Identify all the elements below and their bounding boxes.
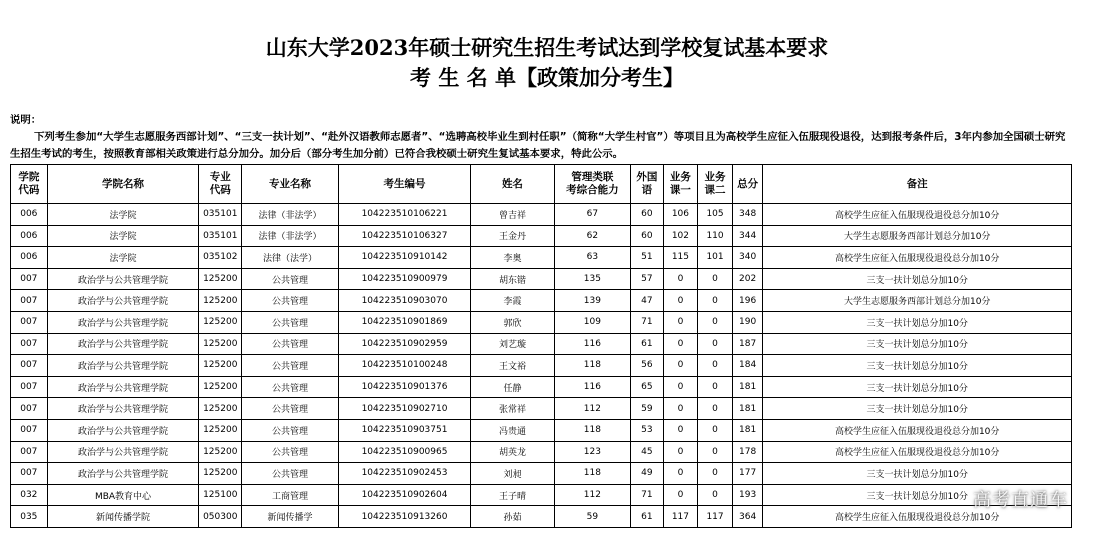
col-mgmt-score-cell: 112 <box>554 398 630 420</box>
col-major-name-cell: 法律（法学） <box>242 247 339 269</box>
col-subject-1-cell: 106 <box>663 204 698 226</box>
col-college-code-cell: 007 <box>11 290 48 312</box>
col-major-code-cell: 125200 <box>199 311 242 333</box>
col-college-name-cell: 法学院 <box>47 247 199 269</box>
col-subject-2-cell: 0 <box>698 333 733 355</box>
col-name-cell: 王文裕 <box>471 355 554 377</box>
table-body <box>11 204 1072 528</box>
col-subject-2-cell: 110 <box>698 225 733 247</box>
col-major-code-cell: 125200 <box>199 441 242 463</box>
col-foreign-language-cell: 60 <box>631 225 664 247</box>
col-candidate-id-cell: 104223510901869 <box>338 311 470 333</box>
col-candidate-id-cell: 104223510903070 <box>338 290 470 312</box>
col-major-code-cell: 125200 <box>199 290 242 312</box>
col-subject-2-cell: 0 <box>698 311 733 333</box>
col-remarks-cell: 大学生志愿服务西部计划总分加10分 <box>763 290 1072 312</box>
col-major-name-cell: 公共管理 <box>242 463 339 485</box>
col-total-cell: 177 <box>732 463 763 485</box>
notes-text: 下列考生参加“大学生志愿服务西部计划”、“三支一扶计划”、“赴外汉语教师志愿者”、“选聘高校毕业生到村任职”（简称“大学生村官”）等项目且为高校学生应征入伍服现役退役，达到报考条件后，3年内参加全国硕士研究生招生考试的考生，按照教育部相关政策进行总分加分。加分后（部分考生加分前）已符合我校硕士研究生复试基本要求，特此公示。 <box>10 131 1066 160</box>
col-total-cell: 181 <box>732 419 763 441</box>
col-total-cell: 193 <box>732 484 763 506</box>
col-college-name-cell: 政治学与公共管理学院 <box>47 290 199 312</box>
table-row <box>11 290 1072 312</box>
col-mgmt-score-cell: 59 <box>554 506 630 528</box>
col-subject-1-cell: 0 <box>663 333 698 355</box>
col-mgmt-score-cell: 62 <box>554 225 630 247</box>
table-row <box>11 484 1072 506</box>
col-subject-1-cell: 0 <box>663 484 698 506</box>
col-subject-2-cell: 105 <box>698 204 733 226</box>
col-subject-2-cell: 0 <box>698 290 733 312</box>
col-major-name-cell: 新闻传播学 <box>242 506 339 528</box>
col-college-name-cell: 政治学与公共管理学院 <box>47 268 199 290</box>
col-name-cell: 刘昶 <box>471 463 554 485</box>
col-remarks-cell: 高校学生应征入伍服现役退役总分加10分 <box>763 506 1072 528</box>
col-college-code-cell: 007 <box>11 355 48 377</box>
col-subject-1-cell: 102 <box>663 225 698 247</box>
col-college-name-cell: 政治学与公共管理学院 <box>47 463 199 485</box>
col-total-cell: 184 <box>732 355 763 377</box>
col-major-name-cell: 公共管理 <box>242 355 339 377</box>
col-total-cell: 364 <box>732 506 763 528</box>
col-major-name-cell: 公共管理 <box>242 311 339 333</box>
page-subtitle: 考 生 名 单【政策加分考生】 <box>410 65 684 90</box>
col-subject-1-cell: 0 <box>663 311 698 333</box>
col-major-name-cell: 法律（非法学） <box>242 204 339 226</box>
col-candidate-id-cell: 104223510900979 <box>338 268 470 290</box>
col-mgmt-score-cell: 139 <box>554 290 630 312</box>
col-college-code-cell: 032 <box>11 484 48 506</box>
col-subject-2-cell: 0 <box>698 484 733 506</box>
table-row <box>11 419 1072 441</box>
col-college-name-cell: 政治学与公共管理学院 <box>47 333 199 355</box>
col-name-cell: 张常祥 <box>471 398 554 420</box>
col-candidate-id-cell: 104223510902604 <box>338 484 470 506</box>
col-major-code-cell: 125100 <box>199 484 242 506</box>
col-subject-1-cell: 117 <box>663 506 698 528</box>
col-mgmt-score-cell: 118 <box>554 463 630 485</box>
col-foreign-language-cell: 61 <box>631 333 664 355</box>
col-name-cell: 李奥 <box>471 247 554 269</box>
col-major-code-cell: 035101 <box>199 204 242 226</box>
col-total-cell: 181 <box>732 376 763 398</box>
table-row <box>11 333 1072 355</box>
col-candidate-id-cell: 104223510901376 <box>338 376 470 398</box>
col-remarks-cell: 大学生志愿服务西部计划总分加10分 <box>763 225 1072 247</box>
col-subject-1-cell: 0 <box>663 398 698 420</box>
col-candidate-id-cell: 104223510913260 <box>338 506 470 528</box>
col-foreign-language-cell: 47 <box>631 290 664 312</box>
col-candidate-id-cell: 104223510902959 <box>338 333 470 355</box>
col-name-cell: 李霞 <box>471 290 554 312</box>
table-row <box>11 268 1072 290</box>
table-header-row <box>11 165 1072 204</box>
col-college-name-cell: MBA教育中心 <box>47 484 199 506</box>
col-foreign-language-cell: 60 <box>631 204 664 226</box>
col-foreign-language-cell: 56 <box>631 355 664 377</box>
col-subject-2-header: 业务 课二 <box>698 165 733 204</box>
col-mgmt-score-cell: 112 <box>554 484 630 506</box>
col-major-code-cell: 125200 <box>199 398 242 420</box>
col-major-name-cell: 公共管理 <box>242 441 339 463</box>
col-remarks-cell: 三支一扶计划总分加10分 <box>763 484 1072 506</box>
col-college-code-cell: 006 <box>11 247 48 269</box>
col-name-cell: 胡英龙 <box>471 441 554 463</box>
col-remarks-cell: 三支一扶计划总分加10分 <box>763 463 1072 485</box>
col-major-name-cell: 工商管理 <box>242 484 339 506</box>
col-mgmt-score-cell: 135 <box>554 268 630 290</box>
col-college-name-cell: 政治学与公共管理学院 <box>47 376 199 398</box>
col-college-name-cell: 法学院 <box>47 225 199 247</box>
col-total-cell: 340 <box>732 247 763 269</box>
col-remarks-cell: 高校学生应征入伍服现役退役总分加10分 <box>763 204 1072 226</box>
col-mgmt-score-cell: 109 <box>554 311 630 333</box>
col-mgmt-score-cell: 118 <box>554 355 630 377</box>
col-college-name-cell: 政治学与公共管理学院 <box>47 398 199 420</box>
col-subject-2-cell: 0 <box>698 419 733 441</box>
col-subject-1-cell: 0 <box>663 376 698 398</box>
col-remarks-cell: 三支一扶计划总分加10分 <box>763 333 1072 355</box>
col-college-code-cell: 006 <box>11 225 48 247</box>
col-remarks-header: 备注 <box>763 165 1072 204</box>
col-college-code-cell: 007 <box>11 398 48 420</box>
col-foreign-language-cell: 51 <box>631 247 664 269</box>
col-subject-2-cell: 101 <box>698 247 733 269</box>
col-subject-1-cell: 0 <box>663 268 698 290</box>
col-name-cell: 任静 <box>471 376 554 398</box>
col-college-code-cell: 007 <box>11 333 48 355</box>
table-row <box>11 204 1072 226</box>
col-total-header: 总分 <box>732 165 763 204</box>
col-total-cell: 196 <box>732 290 763 312</box>
col-major-code-header: 专业 代码 <box>199 165 242 204</box>
col-candidate-id-cell: 104223510100248 <box>338 355 470 377</box>
table-row <box>11 225 1072 247</box>
col-subject-1-header: 业务 课一 <box>663 165 698 204</box>
col-subject-1-cell: 0 <box>663 441 698 463</box>
col-major-name-header: 专业名称 <box>242 165 339 204</box>
col-major-code-cell: 125200 <box>199 333 242 355</box>
col-mgmt-score-cell: 63 <box>554 247 630 269</box>
col-total-cell: 202 <box>732 268 763 290</box>
col-major-code-cell: 050300 <box>199 506 242 528</box>
col-name-cell: 曾吉祥 <box>471 204 554 226</box>
col-remarks-cell: 三支一扶计划总分加10分 <box>763 311 1072 333</box>
col-candidate-id-cell: 104223510106221 <box>338 204 470 226</box>
col-mgmt-score-header: 管理类联 考综合能力 <box>554 165 630 204</box>
col-college-code-cell: 007 <box>11 268 48 290</box>
col-college-code-header: 学院 代码 <box>11 165 48 204</box>
col-total-cell: 181 <box>732 398 763 420</box>
col-major-code-cell: 035101 <box>199 225 242 247</box>
col-college-code-cell: 007 <box>11 441 48 463</box>
col-college-code-cell: 006 <box>11 204 48 226</box>
table-row <box>11 441 1072 463</box>
col-total-cell: 190 <box>732 311 763 333</box>
col-foreign-language-cell: 57 <box>631 268 664 290</box>
col-college-code-cell: 007 <box>11 463 48 485</box>
table-row <box>11 355 1072 377</box>
col-remarks-cell: 三支一扶计划总分加10分 <box>763 398 1072 420</box>
col-mgmt-score-cell: 123 <box>554 441 630 463</box>
col-candidate-id-cell: 104223510900965 <box>338 441 470 463</box>
col-mgmt-score-cell: 118 <box>554 419 630 441</box>
col-candidate-id-cell: 104223510902453 <box>338 463 470 485</box>
notes-label: 说明： <box>10 114 42 126</box>
col-college-code-cell: 035 <box>11 506 48 528</box>
col-major-code-cell: 125200 <box>199 376 242 398</box>
table-row <box>11 463 1072 485</box>
col-major-name-cell: 公共管理 <box>242 268 339 290</box>
col-foreign-language-cell: 65 <box>631 376 664 398</box>
col-college-name-cell: 政治学与公共管理学院 <box>47 355 199 377</box>
col-total-cell: 178 <box>732 441 763 463</box>
col-subject-1-cell: 115 <box>663 247 698 269</box>
col-subject-2-cell: 117 <box>698 506 733 528</box>
col-name-cell: 孙茹 <box>471 506 554 528</box>
col-college-name-cell: 政治学与公共管理学院 <box>47 419 199 441</box>
col-subject-1-cell: 0 <box>663 463 698 485</box>
col-name-cell: 刘艺璇 <box>471 333 554 355</box>
col-major-code-cell: 035102 <box>199 247 242 269</box>
col-subject-2-cell: 0 <box>698 463 733 485</box>
col-remarks-cell: 三支一扶计划总分加10分 <box>763 376 1072 398</box>
col-name-cell: 王子晴 <box>471 484 554 506</box>
col-subject-2-cell: 0 <box>698 441 733 463</box>
col-subject-1-cell: 0 <box>663 355 698 377</box>
col-name-header: 姓名 <box>471 165 554 204</box>
col-subject-1-cell: 0 <box>663 419 698 441</box>
col-major-name-cell: 公共管理 <box>242 398 339 420</box>
col-remarks-cell: 高校学生应征入伍服现役退役总分加10分 <box>763 419 1072 441</box>
col-remarks-cell: 高校学生应征入伍服现役退役总分加10分 <box>763 441 1072 463</box>
table-row <box>11 376 1072 398</box>
col-remarks-cell: 三支一扶计划总分加10分 <box>763 355 1072 377</box>
col-major-code-cell: 125200 <box>199 419 242 441</box>
col-subject-2-cell: 0 <box>698 355 733 377</box>
col-total-cell: 344 <box>732 225 763 247</box>
col-college-name-header: 学院名称 <box>47 165 199 204</box>
col-name-cell: 王金丹 <box>471 225 554 247</box>
col-candidate-id-header: 考生编号 <box>338 165 470 204</box>
col-subject-2-cell: 0 <box>698 398 733 420</box>
col-candidate-id-cell: 104223510910142 <box>338 247 470 269</box>
col-mgmt-score-cell: 116 <box>554 376 630 398</box>
col-college-name-cell: 新闻传播学院 <box>47 506 199 528</box>
col-major-code-cell: 125200 <box>199 355 242 377</box>
page-title: 山东大学2023年硕士研究生招生考试达到学校复试基本要求 <box>265 35 829 60</box>
col-major-name-cell: 公共管理 <box>242 419 339 441</box>
col-foreign-language-cell: 49 <box>631 463 664 485</box>
col-subject-2-cell: 0 <box>698 376 733 398</box>
col-remarks-cell: 高校学生应征入伍服现役退役总分加10分 <box>763 247 1072 269</box>
col-name-cell: 胡东锴 <box>471 268 554 290</box>
table-row <box>11 247 1072 269</box>
table-row <box>11 398 1072 420</box>
col-total-cell: 348 <box>732 204 763 226</box>
col-total-cell: 187 <box>732 333 763 355</box>
col-subject-1-cell: 0 <box>663 290 698 312</box>
col-college-name-cell: 法学院 <box>47 204 199 226</box>
col-major-code-cell: 125200 <box>199 463 242 485</box>
col-candidate-id-cell: 104223510902710 <box>338 398 470 420</box>
col-college-code-cell: 007 <box>11 419 48 441</box>
col-major-name-cell: 公共管理 <box>242 376 339 398</box>
col-foreign-language-cell: 59 <box>631 398 664 420</box>
col-foreign-language-cell: 45 <box>631 441 664 463</box>
col-name-cell: 郭欣 <box>471 311 554 333</box>
col-candidate-id-cell: 104223510106327 <box>338 225 470 247</box>
col-college-name-cell: 政治学与公共管理学院 <box>47 441 199 463</box>
watermark: 高考直通车 <box>973 490 1068 511</box>
col-name-cell: 冯贵通 <box>471 419 554 441</box>
col-foreign-language-header: 外国 语 <box>631 165 664 204</box>
col-college-code-cell: 007 <box>11 311 48 333</box>
col-major-code-cell: 125200 <box>199 268 242 290</box>
col-college-code-cell: 007 <box>11 376 48 398</box>
col-foreign-language-cell: 71 <box>631 311 664 333</box>
col-foreign-language-cell: 61 <box>631 506 664 528</box>
col-foreign-language-cell: 53 <box>631 419 664 441</box>
table-row <box>11 506 1072 528</box>
col-major-name-cell: 公共管理 <box>242 290 339 312</box>
col-remarks-cell: 三支一扶计划总分加10分 <box>763 268 1072 290</box>
col-mgmt-score-cell: 67 <box>554 204 630 226</box>
notes <box>10 112 1072 163</box>
col-mgmt-score-cell: 116 <box>554 333 630 355</box>
col-college-name-cell: 政治学与公共管理学院 <box>47 311 199 333</box>
col-foreign-language-cell: 71 <box>631 484 664 506</box>
col-subject-2-cell: 0 <box>698 268 733 290</box>
candidate-table <box>10 164 1072 528</box>
col-major-name-cell: 公共管理 <box>242 333 339 355</box>
table-row <box>11 311 1072 333</box>
col-major-name-cell: 法律（非法学） <box>242 225 339 247</box>
col-candidate-id-cell: 104223510903751 <box>338 419 470 441</box>
